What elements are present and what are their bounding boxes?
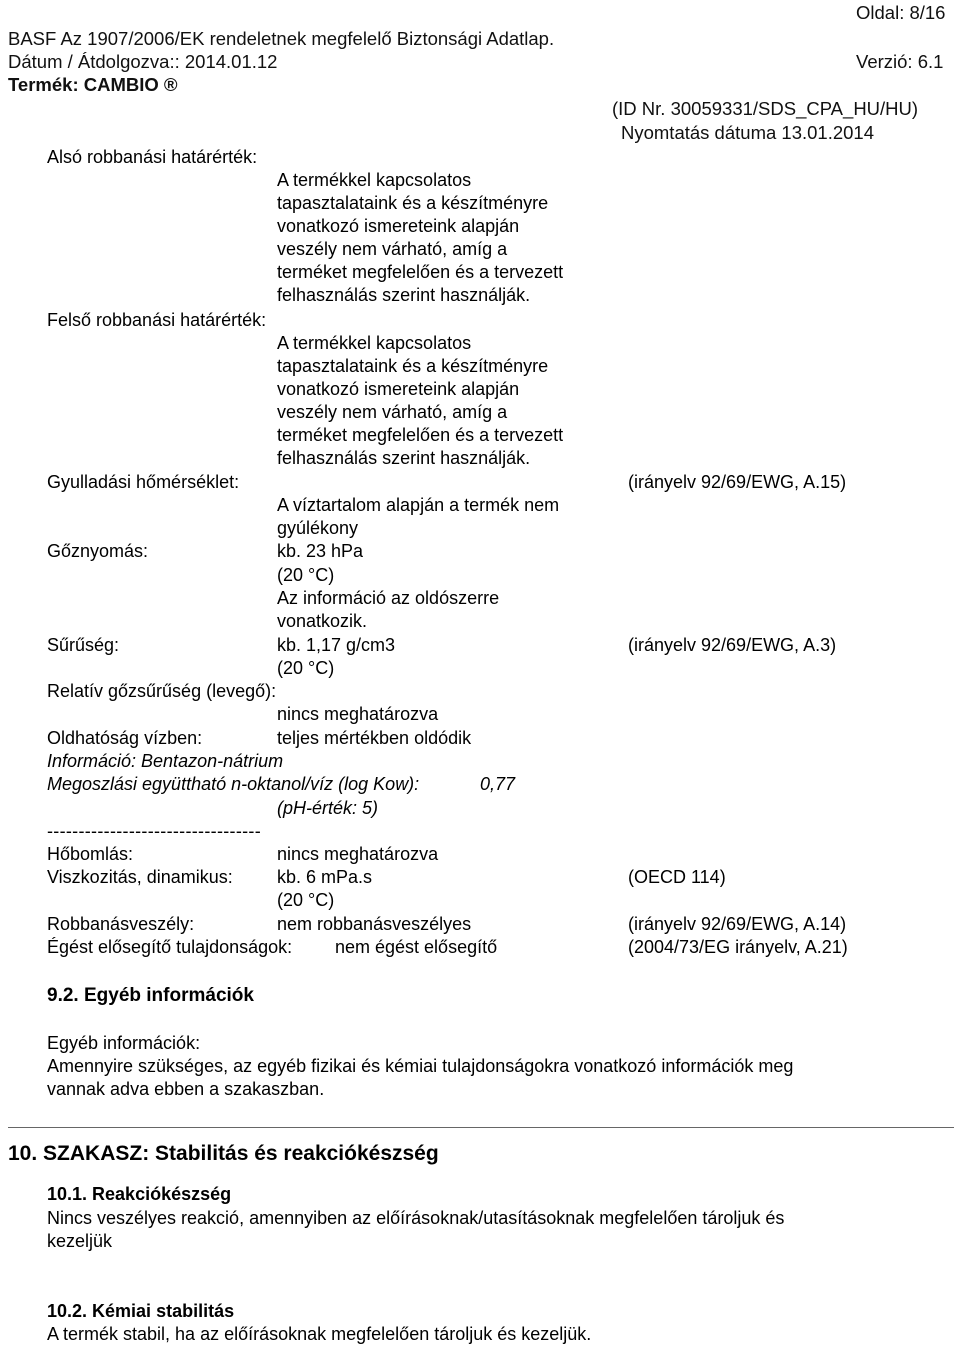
information-line: Információ: Bentazon-nátrium bbox=[47, 751, 284, 771]
other-info-text: vannak adva ebben a szakaszban. bbox=[47, 1079, 325, 1099]
upper-explosion-text: veszély nem várható, amíg a bbox=[277, 402, 508, 422]
section-10-2-heading: 10.2. Kémiai stabilitás bbox=[47, 1301, 235, 1321]
version: Verzió: 6.1 bbox=[856, 51, 944, 72]
solubility-label: Oldhatóság vízben: bbox=[47, 728, 203, 748]
ignition-label: Gyulladási hőmérséklet: bbox=[47, 472, 240, 492]
reactivity-text: kezeljük bbox=[47, 1231, 113, 1251]
reactivity-text: Nincs veszélyes reakció, amennyiben az előírásoknak/utasításoknak megfelelően tároljuk és bbox=[47, 1208, 785, 1228]
decomposition-label: Hőbomlás: bbox=[47, 844, 134, 864]
viscosity-label: Viszkozitás, dinamikus: bbox=[47, 867, 233, 887]
section-divider bbox=[8, 1127, 954, 1128]
rel-vapour-density-value: nincs meghatározva bbox=[277, 704, 439, 724]
stability-text: A termék stabil, ha az előírásoknak megfelelően tároljuk és kezeljük. bbox=[47, 1324, 592, 1344]
partition-value: 0,77 bbox=[480, 774, 516, 794]
vapour-pressure-label: Gőznyomás: bbox=[47, 541, 149, 561]
other-info-text: Amennyire szükséges, az egyéb fizikai és kémiai tulajdonságokra vonatkozó információk meg bbox=[47, 1056, 794, 1076]
oxidizing-value: nem égést elősegítő bbox=[335, 937, 498, 957]
section-10-heading: 10. SZAKASZ: Stabilitás és reakciókészség bbox=[8, 1142, 439, 1165]
document-title: BASF Az 1907/2006/EK rendeletnek megfelelő Biztonsági Adatlap. bbox=[8, 28, 555, 49]
viscosity-reference: (OECD 114) bbox=[628, 867, 726, 887]
oxidizing-reference: (2004/73/EG irányelv, A.21) bbox=[628, 937, 848, 957]
upper-explosion-text: A termékkel kapcsolatos bbox=[277, 333, 472, 353]
density-condition: (20 °C) bbox=[277, 658, 335, 678]
lower-explosion-text: veszély nem várható, amíg a bbox=[277, 239, 508, 259]
separator: ---------------------------------- bbox=[47, 821, 262, 841]
revision-date: Dátum / Átdolgozva:: 2014.01.12 bbox=[8, 51, 278, 72]
lower-explosion-text: A termékkel kapcsolatos bbox=[277, 170, 472, 190]
density-value: kb. 1,17 g/cm3 bbox=[277, 635, 396, 655]
lower-explosion-text: felhasználás szerint használják. bbox=[277, 285, 531, 305]
product-name: Termék: CAMBIO ® bbox=[8, 74, 178, 95]
viscosity-value: kb. 6 mPa.s bbox=[277, 867, 373, 887]
ignition-reference: (irányelv 92/69/EWG, A.15) bbox=[628, 472, 847, 492]
lower-explosion-text: tapasztalataink és a készítményre bbox=[277, 193, 549, 213]
explosive-reference: (irányelv 92/69/EWG, A.14) bbox=[628, 914, 847, 934]
lower-explosion-text: terméket megfelelően és a tervezett bbox=[277, 262, 564, 282]
section-9-2-heading: 9.2. Egyéb információk bbox=[47, 985, 254, 1006]
upper-explosion-text: tapasztalataink és a készítményre bbox=[277, 356, 549, 376]
upper-explosion-text: felhasználás szerint használják. bbox=[277, 448, 531, 468]
rel-vapour-density-label: Relatív gőzsűrűség (levegő): bbox=[47, 681, 277, 701]
vapour-pressure-note: Az információ az oldószerre bbox=[277, 588, 500, 608]
lower-explosion-text: vonatkozó ismereteink alapján bbox=[277, 216, 520, 236]
partition-label: Megoszlási együttható n-oktanol/víz (log Kow): bbox=[47, 774, 420, 794]
upper-explosion-label: Felső robbanási határérték: bbox=[47, 310, 267, 330]
density-reference: (irányelv 92/69/EWG, A.3) bbox=[628, 635, 837, 655]
ignition-text: gyúlékony bbox=[277, 518, 359, 538]
print-date: Nyomtatás dátuma 13.01.2014 bbox=[621, 122, 874, 143]
ignition-text: A víztartalom alapján a termék nem bbox=[277, 495, 560, 515]
decomposition-value: nincs meghatározva bbox=[277, 844, 439, 864]
page-number: Oldal: 8/16 bbox=[856, 2, 946, 23]
solubility-value: teljes mértékben oldódik bbox=[277, 728, 472, 748]
partition-condition: (pH-érték: 5) bbox=[277, 798, 379, 818]
oxidizing-label: Égést elősegítő tulajdonságok: bbox=[47, 937, 293, 957]
viscosity-condition: (20 °C) bbox=[277, 890, 335, 910]
vapour-pressure-value: kb. 23 hPa bbox=[277, 541, 364, 561]
upper-explosion-text: vonatkozó ismereteink alapján bbox=[277, 379, 520, 399]
explosive-value: nem robbanásveszélyes bbox=[277, 914, 472, 934]
explosive-label: Robbanásveszély: bbox=[47, 914, 195, 934]
vapour-pressure-condition: (20 °C) bbox=[277, 565, 335, 585]
other-info-label: Egyéb információk: bbox=[47, 1033, 201, 1053]
lower-explosion-label: Alsó robbanási határérték: bbox=[47, 147, 258, 167]
density-label: Sűrűség: bbox=[47, 635, 120, 655]
section-10-1-heading: 10.1. Reakciókészség bbox=[47, 1184, 232, 1204]
upper-explosion-text: terméket megfelelően és a tervezett bbox=[277, 425, 564, 445]
document-id: (ID Nr. 30059331/SDS_CPA_HU/HU) bbox=[612, 98, 919, 119]
vapour-pressure-note: vonatkozik. bbox=[277, 611, 368, 631]
